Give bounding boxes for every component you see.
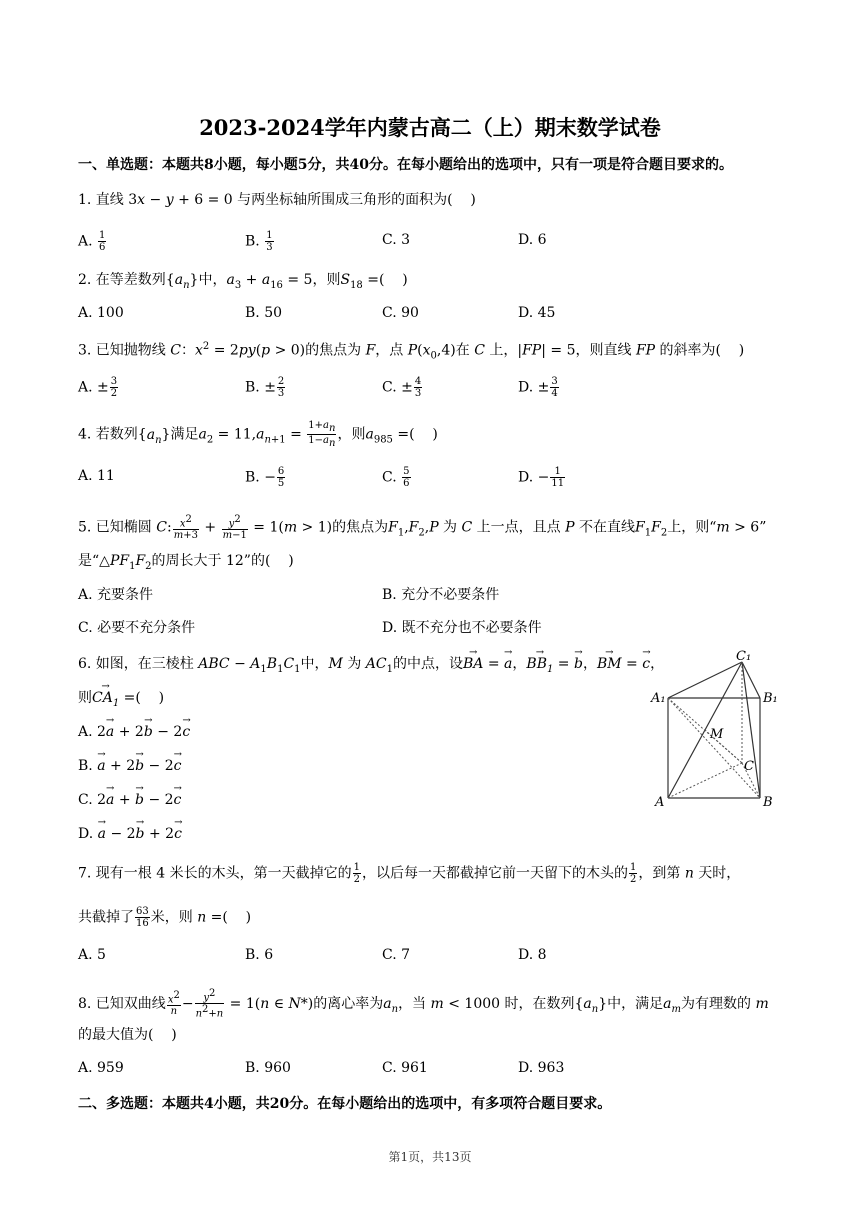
label-c1: C₁	[736, 649, 752, 664]
question-8-stem-line1: 8. 已知双曲线 $\frac{x^2}{n}$ − $\frac{y^2}{n^2+n}$ = 1(n ∈ N*)的离心率为$a_n$，当 m < 1000 时，在数列$\{a_n\}$中，满足$a_m$为有理数的 m	[78, 988, 769, 1020]
question-4-option-b: B. − $\frac{6}{5}$	[245, 466, 285, 489]
question-5-stem-line2: 是“$\triangle PF_1F_2$的周长大于 12”的( )	[78, 553, 294, 572]
question-2-option-d: D. 45	[518, 305, 556, 321]
question-1-stem: 1. 直线 3x − y + 6 = 0 与两坐标轴所围成三角形的面积为( )	[78, 192, 476, 208]
question-5-stem-line1: 5. 已知椭圆 C: $\frac{x^2}{m+3}$ + $\frac{y^2}{m-1}$ = 1(m > 1)的焦点为$F_1,F_2,P$ 为 C 上一点，且点 P 不在直线$F_1F_2$上，则“m > 6”	[78, 514, 767, 542]
question-1-option-b: B. $\frac{1}{3}$	[245, 230, 273, 253]
question-2-option-a: A. 100	[78, 305, 124, 321]
page-title: 2023-2024学年内蒙古高二（上）期末数学试卷	[199, 115, 661, 140]
page-footer: 第1页，共13页	[388, 1150, 472, 1164]
question-3-option-b: B. ± $\frac{2}{3}$	[245, 376, 285, 399]
question-6-option-c: C. 2→ a + → b − 2→ c	[78, 790, 181, 810]
question-8-stem-line2: 的最大值为( )	[78, 1027, 177, 1043]
question-7-option-b: B. 6	[245, 947, 274, 963]
label-a: A	[655, 795, 665, 810]
question-4-stem: 4. 若数列$\{a_n\}$满足$a_2 = 11,a_{n+1}$ = $\frac{1+a_n}{1-a_n}$ ，则$a_{985}$ =( )	[78, 420, 438, 449]
question-8-option-d: D. 963	[518, 1060, 565, 1076]
label-b: B	[763, 795, 773, 810]
question-6-option-d: D. → a − 2→ b + 2→ c	[78, 824, 182, 844]
question-5-option-a: A. 充要条件	[78, 587, 154, 603]
label-m: M	[710, 727, 724, 742]
question-7-stem-line2: 共截掉了 $\frac{63}{16}$ 米，则 n =( )	[78, 906, 252, 929]
label-b1: B₁	[763, 691, 778, 706]
question-1-option-a: A. $\frac{1}{6}$	[78, 230, 106, 253]
question-6-stem-line1: 6. 如图，在三棱柱 ABC − $A_1B_1C_1$中，M 为 $AC_1$的中点，设→ BA = → a，→ $BB_1$ = → b，→ BM = → c，	[78, 654, 664, 680]
question-4-option-d: D. − $\frac{1}{11}$	[518, 466, 565, 489]
question-4-option-c: C. $\frac{5}{6}$	[382, 466, 410, 489]
question-7-option-d: D. 8	[518, 947, 547, 963]
question-5-option-d: D. 既不充分也不必要条件	[382, 620, 542, 636]
label-a1: A₁	[651, 691, 666, 706]
label-c: C	[744, 759, 754, 774]
question-2-option-c: C. 90	[382, 305, 419, 321]
prism-figure	[650, 648, 790, 813]
question-1-option-d: D. 6	[518, 232, 547, 248]
question-3-option-c: C. ± $\frac{4}{3}$	[382, 376, 422, 399]
question-6-stem-line2: 则→ $CA_1$ =( )	[78, 688, 164, 714]
question-5-option-c: C. 必要不充分条件	[78, 620, 196, 636]
question-3-option-a: A. ± $\frac{3}{2}$	[78, 376, 118, 399]
question-6-option-a: A. 2→ a + 2→ b − 2→ c	[78, 722, 190, 742]
question-3-option-d: D. ± $\frac{3}{4}$	[518, 376, 558, 399]
question-4-option-a: A. 11	[78, 468, 115, 484]
question-5-option-b: B. 充分不必要条件	[382, 587, 500, 603]
question-8-option-a: A. 959	[78, 1060, 124, 1076]
question-8-option-b: B. 960	[245, 1060, 291, 1076]
question-7-option-c: C. 7	[382, 947, 411, 963]
question-1-option-c: C. 3	[382, 232, 411, 248]
section-single-choice-header: 一、单选题：本题共8小题，每小题5分，共40分。在每小题给出的选项中，只有一项是符合题目要求的。	[78, 157, 733, 173]
question-7-stem-line1: 7. 现有一根 4 米长的木头，第一天截掉它的 $\frac{1}{2}$ ，以后每一天都截掉它前一天留下的木头的 $\frac{1}{2}$ ，到第 n 天时，	[78, 862, 741, 885]
question-6-option-b: B. → a + 2→ b − 2→ c	[78, 756, 181, 776]
question-8-option-c: C. 961	[382, 1060, 428, 1076]
question-7-option-a: A. 5	[78, 947, 106, 963]
question-3-stem: 3. 已知抛物线 C：$x^2 = 2py(p > 0)$的焦点为 F，点 $P(x_0,4)$在 C 上，|FP| = 5，则直线 FP 的斜率为( )	[78, 341, 745, 362]
question-2-option-b: B. 50	[245, 305, 283, 321]
question-2-stem: 2. 在等差数列$\{a_n\}$中，$a_3 + a_{16} = 5$，则$S_{18}$ =( )	[78, 272, 408, 291]
section-multi-choice-header: 二、多选题：本题共4小题，共20分。在每小题给出的选项中，有多项符合题目要求。	[78, 1096, 612, 1112]
